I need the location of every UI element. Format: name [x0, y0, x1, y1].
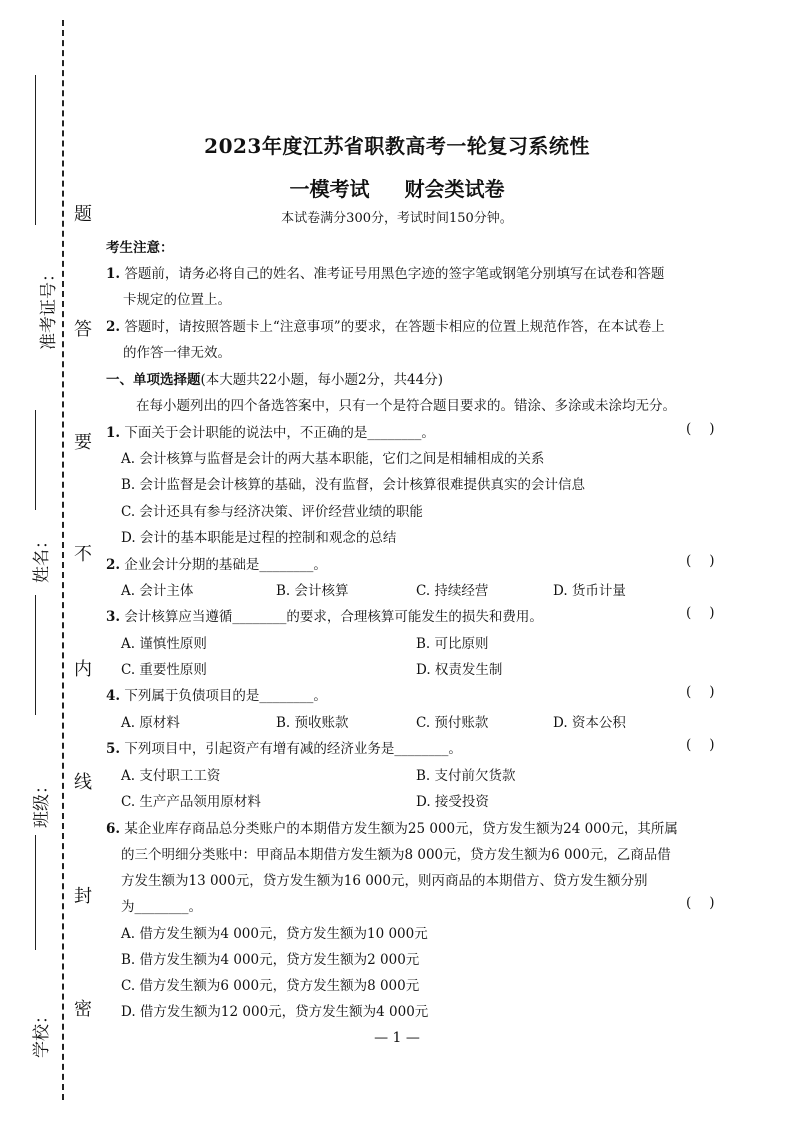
question-5: 5. 下列项目中，引起资产有增有减的经济业务是________。: [106, 741, 462, 757]
q4-option-b: B. 预收账款: [276, 715, 349, 731]
q1-option-a: A. 会计核算与监督是会计的两大基本职能，它们之间是相辅相成的关系: [121, 451, 545, 467]
question-3: 3. 会计核算应当遵循________的要求，合理核算可能发生的损失和费用。: [106, 609, 543, 625]
question-6-line4: 为________。: [121, 899, 202, 915]
seal-char-1: 题: [74, 204, 92, 225]
question-1: 1. 下面关于会计职能的说法中，不正确的是________。: [106, 425, 435, 441]
q4-option-a: A. 原材料: [121, 715, 180, 731]
notice-item-1: 1. 答题前，请务必将自己的姓名、准考证号用黑色字迹的签字笔或钢笔分别填写在试卷和答题: [106, 266, 665, 282]
answer-paren-1: (): [686, 421, 733, 437]
answer-paren-5: (): [686, 737, 733, 753]
seal-char-8: 密: [74, 999, 92, 1020]
exam-number-label: 准考证号：: [39, 265, 59, 350]
question-6-line3: 方发生额为13 000元，贷方发生额为16 000元，则丙商品的本期借方、贷方发生额分别: [121, 873, 648, 889]
notice-heading: 考生注意：: [106, 240, 174, 256]
q5-option-b: B. 支付前欠货款: [416, 768, 516, 784]
q6-option-b: B. 借方发生额为4 000元，贷方发生额为2 000元: [121, 952, 420, 968]
seal-char-7: 封: [74, 886, 92, 907]
answer-paren-4: (): [686, 684, 733, 700]
exam-title: 2023年度江苏省职教高考一轮复习系统性: [204, 134, 590, 158]
school-label: 学校：: [32, 1007, 52, 1058]
section-instruction: 在每小题列出的四个备选答案中，只有一个是符合题目要求的。错涂、多涂或未涂均无分。: [136, 398, 676, 414]
name-label: 姓名：: [32, 532, 52, 583]
q6-option-c: C. 借方发生额为6 000元，贷方发生额为8 000元: [121, 978, 420, 994]
answer-paren-6: (): [686, 895, 733, 911]
question-4: 4. 下列属于负债项目的是________。: [106, 688, 327, 704]
q3-option-b: B. 可比原则: [416, 636, 489, 652]
notice-item-2-cont: 的作答一律无效。: [123, 345, 231, 361]
name-blank-bottom: [35, 595, 36, 715]
q5-option-c: C. 生产产品领用原材料: [121, 794, 261, 810]
answer-paren-2: (): [686, 553, 733, 569]
question-2: 2. 企业会计分期的基础是________。: [106, 557, 327, 573]
q3-option-c: C. 重要性原则: [121, 662, 207, 678]
exam-subtitle-b: 财会类试卷: [404, 177, 505, 201]
q2-option-c: C. 持续经营: [416, 583, 489, 599]
name-blank-top: [35, 410, 36, 510]
q4-option-c: C. 预付账款: [416, 715, 489, 731]
question-6: 6. 某企业库存商品总分类账户的本期借方发生额为25 000元，贷方发生额为24 000元，其所属: [106, 821, 678, 837]
q2-option-d: D. 货币计量: [553, 583, 626, 599]
exam-subtitle: [0, 173, 794, 202]
class-label: 班级：: [32, 777, 52, 828]
seal-char-2: 答: [74, 319, 92, 340]
q4-option-d: D. 资本公积: [553, 715, 626, 731]
q5-option-d: D. 接受投资: [416, 794, 489, 810]
notice-item-2: 2. 答题时，请按照答题卡上“注意事项”的要求，在答题卡相应的位置上规范作答，在本试卷上: [106, 319, 665, 335]
q3-option-d: D. 权责发生制: [416, 662, 503, 678]
q3-option-a: A. 谨慎性原则: [121, 636, 207, 652]
seal-char-5: 内: [74, 659, 92, 680]
notice-item-1-cont: 卡规定的位置上。: [123, 292, 231, 308]
page-number: — 1 —: [374, 1030, 420, 1046]
exam-info: 本试卷满分300分，考试时间150分钟。: [281, 211, 513, 226]
q6-option-d: D. 借方发生额为12 000元，贷方发生额为4 000元: [121, 1004, 429, 1020]
q2-option-a: A. 会计主体: [121, 583, 194, 599]
class-blank: [35, 835, 36, 950]
answer-paren-3: (): [686, 605, 733, 621]
question-6-line2: 的三个明细分类账中：甲商品本期借方发生额为8 000元，贷方发生额为6 000元，乙商品借: [121, 847, 671, 863]
exam-subtitle-a: 一模考试: [289, 177, 370, 201]
q2-option-b: B. 会计核算: [276, 583, 349, 599]
q1-option-b: B. 会计监督是会计核算的基础，没有监督，会计核算很难提供真实的会计信息: [121, 477, 586, 493]
seal-char-6: 线: [74, 772, 92, 793]
seal-char-4: 不: [74, 544, 92, 565]
q5-option-a: A. 支付职工工资: [121, 768, 221, 784]
section-heading: 一、单项选择题(本大题共22小题，每小题2分，共44分): [106, 372, 443, 388]
q1-option-c: C. 会计还具有参与经济决策、评价经营业绩的职能: [121, 504, 423, 520]
q6-option-a: A. 借方发生额为4 000元，贷方发生额为10 000元: [121, 926, 428, 942]
seal-char-3: 要: [74, 432, 92, 453]
q1-option-d: D. 会计的基本职能是过程的控制和观念的总结: [121, 530, 397, 546]
